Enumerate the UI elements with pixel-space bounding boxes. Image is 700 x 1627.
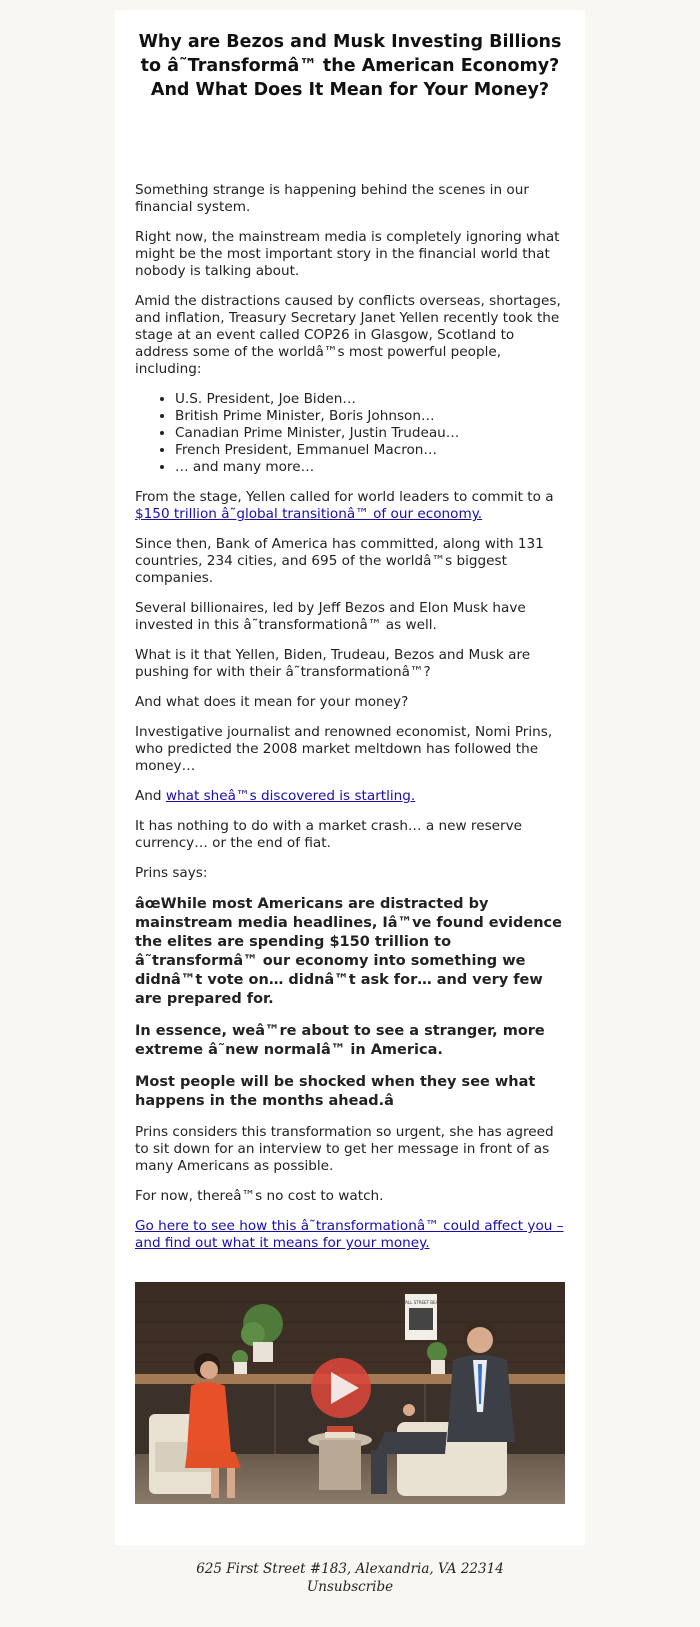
video-thumbnail[interactable] bbox=[135, 1282, 565, 1504]
paragraph: Since then, Bank of America has committed, along with 131 countries, 234 cities, and 695 of the worldâ™s biggest companies. bbox=[135, 536, 544, 586]
unsubscribe-link[interactable]: Unsubscribe bbox=[306, 1579, 394, 1595]
email-card bbox=[115, 10, 585, 1545]
quote-paragraph: âœWhile most Americans are distracted by mainstream media headlines, Iâ™ve found evidence the elites are spending $150 trillion to â˜transformâ™ our economy into something we didnâ™t vote on… didnâ™t ask for… and very few are prepared for. bbox=[135, 896, 562, 1007]
quote-paragraph: Most people will be shocked when they see what happens in the months ahead.â bbox=[135, 1074, 536, 1109]
paragraph: And what does it mean for your money? bbox=[135, 694, 409, 710]
paragraph bbox=[135, 1218, 565, 1252]
discovery-link[interactable]: what sheâ™s discovered is startling. bbox=[165, 788, 416, 804]
list-item: • … and many more… bbox=[175, 459, 565, 476]
paragraph: Something strange is happening behind the scenes in our financial system. bbox=[135, 182, 529, 215]
paragraph: Investigative journalist and renowned economist, Nomi Prins, who predicted the 2008 market meltdown has followed the money… bbox=[135, 724, 553, 774]
footer bbox=[0, 1560, 700, 1596]
interview-scene bbox=[135, 1282, 565, 1504]
paragraph-text: And bbox=[135, 788, 166, 804]
email-headline: Why are Bezos and Musk Investing Billions to â˜Transformâ™ the American Economy? And What Does It Mean for Your Money? bbox=[138, 32, 562, 100]
list-item: • British Prime Minister, Boris Johnson… bbox=[175, 408, 565, 425]
paragraph: What is it that Yellen, Biden, Trudeau, Bezos and Musk are pushing for with their â˜transformationâ™? bbox=[135, 647, 531, 680]
paragraph: Several billionaires, led by Jeff Bezos and Elon Musk have invested in this â˜transformationâ™ as well. bbox=[135, 600, 526, 633]
paragraph bbox=[135, 489, 565, 523]
play-icon[interactable] bbox=[311, 1358, 371, 1418]
footer-address: 625 First Street #183, Alexandria, VA 22314 bbox=[196, 1561, 504, 1577]
quote-paragraph: In essence, weâ™re about to see a stranger, more extreme â˜new normalâ™ in America. bbox=[135, 1023, 545, 1058]
paragraph-text: From the stage, Yellen called for world leaders to commit to a bbox=[135, 489, 554, 505]
leaders-list bbox=[135, 391, 565, 476]
paragraph: Right now, the mainstream media is completely ignoring what might be the most important story in the financial world that nobody is talking about. bbox=[135, 229, 560, 279]
list-item: • French President, Emmanuel Macron… bbox=[175, 442, 565, 459]
email-body bbox=[135, 182, 565, 1265]
list-item: • Canadian Prime Minister, Justin Trudeau… bbox=[175, 425, 565, 442]
paragraph: For now, thereâ™s no cost to watch. bbox=[135, 1188, 384, 1204]
paragraph bbox=[135, 788, 565, 805]
paragraph: It has nothing to do with a market crash… a new reserve currency… or the end of fiat. bbox=[135, 818, 523, 851]
list-item: • U.S. President, Joe Biden… bbox=[175, 391, 565, 408]
global-transition-link[interactable]: $150 trillion â˜global transitionâ™ of our economy. bbox=[135, 506, 483, 522]
cta-link[interactable]: Go here to see how this â˜transformationâ™ could affect you – and find out what it means for your money. bbox=[135, 1218, 564, 1251]
shelf-book-title: WALL STREET BEAT bbox=[401, 1300, 441, 1305]
paragraph: Amid the distractions caused by conflicts overseas, shortages, and inflation, Treasury Secretary Janet Yellen recently took the stage at an event called COP26 in Glasgow, Scotland to address some of the worldâ™s most powerful people, including: bbox=[135, 293, 561, 377]
paragraph: Prins says: bbox=[135, 865, 208, 881]
paragraph: Prins considers this transformation so urgent, she has agreed to sit down for an interview to get her message in front of as many Americans as possible. bbox=[135, 1124, 554, 1174]
